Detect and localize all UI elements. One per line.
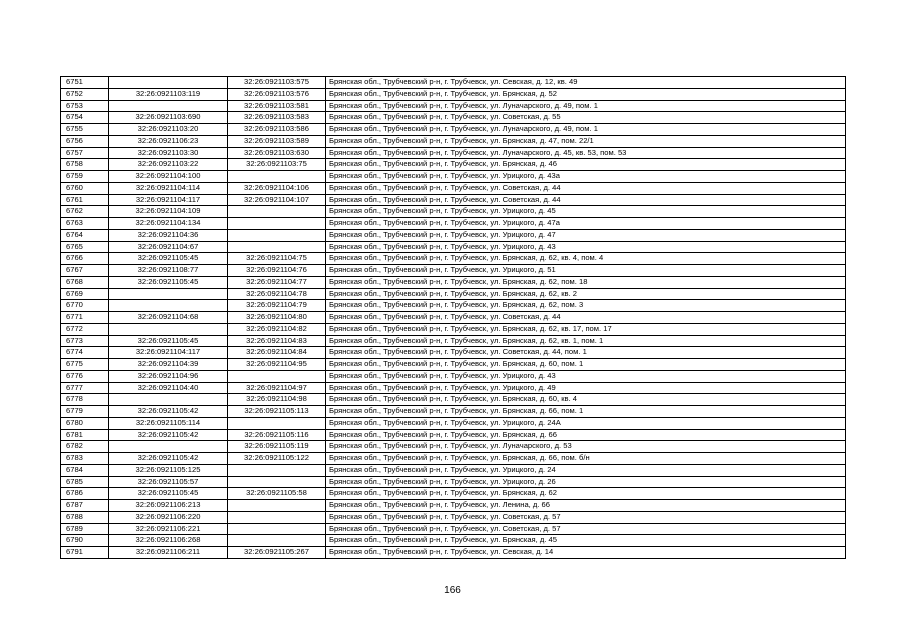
table-row — [61, 300, 846, 312]
table-row — [61, 394, 846, 406]
address-cell: Брянская обл., Трубчевский р-н, г. Трубчевск, ул. Урицкого, д. 43 — [326, 370, 846, 382]
address-cell: Брянская обл., Трубчевский р-н, г. Трубчевск, ул. Луначарского, д. 53 — [326, 441, 846, 453]
row-number-cell: 6788 — [61, 511, 109, 523]
table-row — [61, 323, 846, 335]
building-cadastral-cell: 32:26:0921104:82 — [228, 323, 326, 335]
building-cadastral-cell — [228, 241, 326, 253]
address-cell: Брянская обл., Трубчевский р-н, г. Трубчевск, ул. Брянская, д. 52 — [326, 88, 846, 100]
table-row — [61, 265, 846, 277]
table-row — [61, 124, 846, 136]
row-number-cell: 6765 — [61, 241, 109, 253]
row-number-cell: 6770 — [61, 300, 109, 312]
building-cadastral-cell — [228, 417, 326, 429]
row-number-cell: 6762 — [61, 206, 109, 218]
row-number-cell: 6763 — [61, 218, 109, 230]
table-row — [61, 229, 846, 241]
registry-table-body — [61, 77, 846, 559]
land-plot-cadastral-cell — [109, 323, 228, 335]
table-row — [61, 147, 846, 159]
table-row — [61, 523, 846, 535]
building-cadastral-cell: 32:26:0921104:107 — [228, 194, 326, 206]
building-cadastral-cell: 32:26:0921104:83 — [228, 335, 326, 347]
building-cadastral-cell: 32:26:0921104:84 — [228, 347, 326, 359]
land-plot-cadastral-cell: 32:26:0921104:117 — [109, 194, 228, 206]
land-plot-cadastral-cell: 32:26:0921104:96 — [109, 370, 228, 382]
row-number-cell: 6758 — [61, 159, 109, 171]
building-cadastral-cell — [228, 511, 326, 523]
land-plot-cadastral-cell: 32:26:0921104:109 — [109, 206, 228, 218]
building-cadastral-cell: 32:26:0921104:75 — [228, 253, 326, 265]
land-plot-cadastral-cell: 32:26:0921104:100 — [109, 171, 228, 183]
building-cadastral-cell: 32:26:0921104:98 — [228, 394, 326, 406]
building-cadastral-cell — [228, 500, 326, 512]
address-cell: Брянская обл., Трубчевский р-н, г. Трубчевск, ул. Урицкого, д. 45 — [326, 206, 846, 218]
address-cell: Брянская обл., Трубчевский р-н, г. Трубчевск, ул. Урицкого, д. 43 — [326, 241, 846, 253]
table-row — [61, 253, 846, 265]
row-number-cell: 6778 — [61, 394, 109, 406]
land-plot-cadastral-cell — [109, 441, 228, 453]
land-plot-cadastral-cell: 32:26:0921104:114 — [109, 182, 228, 194]
address-cell: Брянская обл., Трубчевский р-н, г. Трубчевск, ул. Брянская, д. 66, пом. 1 — [326, 406, 846, 418]
land-plot-cadastral-cell: 32:26:0921105:125 — [109, 464, 228, 476]
table-row — [61, 135, 846, 147]
row-number-cell: 6751 — [61, 77, 109, 89]
table-row — [61, 206, 846, 218]
table-row — [61, 312, 846, 324]
building-cadastral-cell: 32:26:0921105:267 — [228, 547, 326, 559]
building-cadastral-cell: 32:26:0921105:119 — [228, 441, 326, 453]
land-plot-cadastral-cell: 32:26:0921105:45 — [109, 276, 228, 288]
land-plot-cadastral-cell: 32:26:0921103:20 — [109, 124, 228, 136]
row-number-cell: 6755 — [61, 124, 109, 136]
building-cadastral-cell: 32:26:0921103:581 — [228, 100, 326, 112]
table-row — [61, 359, 846, 371]
address-cell: Брянская обл., Трубчевский р-н, г. Трубчевск, ул. Брянская, д. 62, кв. 4, пом. 4 — [326, 253, 846, 265]
address-cell: Брянская обл., Трубчевский р-н, г. Трубчевск, ул. Советская, д. 44, пом. 1 — [326, 347, 846, 359]
land-plot-cadastral-cell: 32:26:0921106:268 — [109, 535, 228, 547]
table-row — [61, 171, 846, 183]
address-cell: Брянская обл., Трубчевский р-н, г. Трубчевск, ул. Ленина, д. 66 — [326, 500, 846, 512]
building-cadastral-cell: 32:26:0921103:589 — [228, 135, 326, 147]
row-number-cell: 6760 — [61, 182, 109, 194]
row-number-cell: 6769 — [61, 288, 109, 300]
table-row — [61, 429, 846, 441]
row-number-cell: 6766 — [61, 253, 109, 265]
row-number-cell: 6785 — [61, 476, 109, 488]
land-plot-cadastral-cell: 32:26:0921105:42 — [109, 406, 228, 418]
row-number-cell: 6786 — [61, 488, 109, 500]
table-row — [61, 276, 846, 288]
property-registry-table — [60, 76, 846, 559]
land-plot-cadastral-cell — [109, 100, 228, 112]
building-cadastral-cell — [228, 206, 326, 218]
land-plot-cadastral-cell: 32:26:0921104:40 — [109, 382, 228, 394]
land-plot-cadastral-cell: 32:26:0921105:42 — [109, 429, 228, 441]
address-cell: Брянская обл., Трубчевский р-н, г. Трубчевск, ул. Луначарского, д. 49, пом. 1 — [326, 124, 846, 136]
table-row — [61, 464, 846, 476]
row-number-cell: 6787 — [61, 500, 109, 512]
land-plot-cadastral-cell: 32:26:0921103:30 — [109, 147, 228, 159]
address-cell: Брянская обл., Трубчевский р-н, г. Трубчевск, ул. Урицкого, д. 47а — [326, 218, 846, 230]
land-plot-cadastral-cell: 32:26:0921105:45 — [109, 488, 228, 500]
land-plot-cadastral-cell: 32:26:0921104:117 — [109, 347, 228, 359]
address-cell: Брянская обл., Трубчевский р-н, г. Трубчевск, ул. Севская, д. 14 — [326, 547, 846, 559]
land-plot-cadastral-cell: 32:26:0921103:690 — [109, 112, 228, 124]
address-cell: Брянская обл., Трубчевский р-н, г. Трубчевск, ул. Советская, д. 55 — [326, 112, 846, 124]
row-number-cell: 6768 — [61, 276, 109, 288]
building-cadastral-cell: 32:26:0921103:586 — [228, 124, 326, 136]
address-cell: Брянская обл., Трубчевский р-н, г. Трубчевск, ул. Советская, д. 44 — [326, 312, 846, 324]
address-cell: Брянская обл., Трубчевский р-н, г. Трубчевск, ул. Брянская, д. 66 — [326, 429, 846, 441]
building-cadastral-cell: 32:26:0921105:122 — [228, 453, 326, 465]
row-number-cell: 6764 — [61, 229, 109, 241]
row-number-cell: 6776 — [61, 370, 109, 382]
row-number-cell: 6767 — [61, 265, 109, 277]
building-cadastral-cell — [228, 370, 326, 382]
address-cell: Брянская обл., Трубчевский р-н, г. Трубчевск, ул. Советская, д. 57 — [326, 523, 846, 535]
row-number-cell: 6771 — [61, 312, 109, 324]
address-cell: Брянская обл., Трубчевский р-н, г. Трубчевск, ул. Луначарского, д. 45, кв. 53, пом. 53 — [326, 147, 846, 159]
address-cell: Брянская обл., Трубчевский р-н, г. Трубчевск, ул. Брянская, д. 62, кв. 17, пом. 17 — [326, 323, 846, 335]
address-cell: Брянская обл., Трубчевский р-н, г. Трубчевск, ул. Урицкого, д. 51 — [326, 265, 846, 277]
page-number: 166 — [444, 585, 461, 596]
row-number-cell: 6753 — [61, 100, 109, 112]
table-row — [61, 182, 846, 194]
building-cadastral-cell: 32:26:0921104:76 — [228, 265, 326, 277]
building-cadastral-cell — [228, 218, 326, 230]
address-cell: Брянская обл., Трубчевский р-н, г. Трубчевск, ул. Брянская, д. 66, пом. б/н — [326, 453, 846, 465]
row-number-cell: 6773 — [61, 335, 109, 347]
table-row — [61, 417, 846, 429]
row-number-cell: 6783 — [61, 453, 109, 465]
table-row — [61, 382, 846, 394]
table-row — [61, 370, 846, 382]
table-row — [61, 488, 846, 500]
land-plot-cadastral-cell: 32:26:0921105:57 — [109, 476, 228, 488]
building-cadastral-cell: 32:26:0921104:97 — [228, 382, 326, 394]
building-cadastral-cell: 32:26:0921104:77 — [228, 276, 326, 288]
land-plot-cadastral-cell: 32:26:0921105:45 — [109, 335, 228, 347]
building-cadastral-cell: 32:26:0921104:106 — [228, 182, 326, 194]
table-row — [61, 112, 846, 124]
land-plot-cadastral-cell: 32:26:0921103:119 — [109, 88, 228, 100]
row-number-cell: 6791 — [61, 547, 109, 559]
table-row — [61, 347, 846, 359]
building-cadastral-cell: 32:26:0921103:630 — [228, 147, 326, 159]
row-number-cell: 6789 — [61, 523, 109, 535]
address-cell: Брянская обл., Трубчевский р-н, г. Трубчевск, ул. Урицкого, д. 24А — [326, 417, 846, 429]
address-cell: Брянская обл., Трубчевский р-н, г. Трубчевск, ул. Урицкого, д. 24 — [326, 464, 846, 476]
row-number-cell: 6761 — [61, 194, 109, 206]
table-row — [61, 159, 846, 171]
row-number-cell: 6775 — [61, 359, 109, 371]
table-row — [61, 218, 846, 230]
building-cadastral-cell: 32:26:0921105:113 — [228, 406, 326, 418]
land-plot-cadastral-cell: 32:26:0921105:114 — [109, 417, 228, 429]
building-cadastral-cell: 32:26:0921103:576 — [228, 88, 326, 100]
row-number-cell: 6772 — [61, 323, 109, 335]
table-row — [61, 335, 846, 347]
building-cadastral-cell: 32:26:0921105:116 — [228, 429, 326, 441]
address-cell: Брянская обл., Трубчевский р-н, г. Трубчевск, ул. Брянская, д. 62, кв. 1, пом. 1 — [326, 335, 846, 347]
table-row — [61, 535, 846, 547]
land-plot-cadastral-cell: 32:26:0921106:211 — [109, 547, 228, 559]
table-row — [61, 476, 846, 488]
land-plot-cadastral-cell: 32:26:0921106:213 — [109, 500, 228, 512]
row-number-cell: 6754 — [61, 112, 109, 124]
row-number-cell: 6790 — [61, 535, 109, 547]
land-plot-cadastral-cell: 32:26:0921106:220 — [109, 511, 228, 523]
row-number-cell: 6759 — [61, 171, 109, 183]
land-plot-cadastral-cell — [109, 300, 228, 312]
table-row — [61, 88, 846, 100]
address-cell: Брянская обл., Трубчевский р-н, г. Трубчевск, ул. Урицкого, д. 26 — [326, 476, 846, 488]
address-cell: Брянская обл., Трубчевский р-н, г. Трубчевск, ул. Урицкого, д. 49 — [326, 382, 846, 394]
row-number-cell: 6777 — [61, 382, 109, 394]
land-plot-cadastral-cell: 32:26:0921104:134 — [109, 218, 228, 230]
building-cadastral-cell: 32:26:0921104:80 — [228, 312, 326, 324]
table-row — [61, 441, 846, 453]
table-row — [61, 100, 846, 112]
building-cadastral-cell — [228, 171, 326, 183]
row-number-cell: 6756 — [61, 135, 109, 147]
address-cell: Брянская обл., Трубчевский р-н, г. Трубчевск, ул. Луначарского, д. 49, пом. 1 — [326, 100, 846, 112]
land-plot-cadastral-cell: 32:26:0921105:42 — [109, 453, 228, 465]
land-plot-cadastral-cell: 32:26:0921103:22 — [109, 159, 228, 171]
address-cell: Брянская обл., Трубчевский р-н, г. Трубчевск, ул. Брянская, д. 47, пом. 22/1 — [326, 135, 846, 147]
address-cell: Брянская обл., Трубчевский р-н, г. Трубчевск, ул. Севская, д. 12, кв. 49 — [326, 77, 846, 89]
land-plot-cadastral-cell: 32:26:0921104:67 — [109, 241, 228, 253]
land-plot-cadastral-cell — [109, 288, 228, 300]
row-number-cell: 6774 — [61, 347, 109, 359]
address-cell: Брянская обл., Трубчевский р-н, г. Трубчевск, ул. Урицкого, д. 43а — [326, 171, 846, 183]
address-cell: Брянская обл., Трубчевский р-н, г. Трубчевск, ул. Брянская, д. 60, пом. 1 — [326, 359, 846, 371]
row-number-cell: 6780 — [61, 417, 109, 429]
building-cadastral-cell — [228, 464, 326, 476]
land-plot-cadastral-cell — [109, 77, 228, 89]
address-cell: Брянская обл., Трубчевский р-н, г. Трубчевск, ул. Брянская, д. 60, кв. 4 — [326, 394, 846, 406]
row-number-cell: 6782 — [61, 441, 109, 453]
land-plot-cadastral-cell: 32:26:0921106:221 — [109, 523, 228, 535]
address-cell: Брянская обл., Трубчевский р-н, г. Трубчевск, ул. Брянская, д. 46 — [326, 159, 846, 171]
land-plot-cadastral-cell: 32:26:0921104:36 — [109, 229, 228, 241]
land-plot-cadastral-cell — [109, 394, 228, 406]
table-row — [61, 547, 846, 559]
table-row — [61, 500, 846, 512]
building-cadastral-cell: 32:26:0921105:58 — [228, 488, 326, 500]
address-cell: Брянская обл., Трубчевский р-н, г. Трубчевск, ул. Брянская, д. 62, пом. 3 — [326, 300, 846, 312]
building-cadastral-cell: 32:26:0921104:78 — [228, 288, 326, 300]
table-row — [61, 511, 846, 523]
building-cadastral-cell: 32:26:0921104:95 — [228, 359, 326, 371]
building-cadastral-cell — [228, 476, 326, 488]
row-number-cell: 6779 — [61, 406, 109, 418]
table-row — [61, 406, 846, 418]
row-number-cell: 6752 — [61, 88, 109, 100]
table-row — [61, 77, 846, 89]
building-cadastral-cell — [228, 229, 326, 241]
table-row — [61, 241, 846, 253]
building-cadastral-cell: 32:26:0921103:583 — [228, 112, 326, 124]
table-row — [61, 453, 846, 465]
table-row — [61, 194, 846, 206]
address-cell: Брянская обл., Трубчевский р-н, г. Трубчевск, ул. Брянская, д. 62, кв. 2 — [326, 288, 846, 300]
land-plot-cadastral-cell: 32:26:0921104:39 — [109, 359, 228, 371]
address-cell: Брянская обл., Трубчевский р-н, г. Трубчевск, ул. Советская, д. 44 — [326, 194, 846, 206]
building-cadastral-cell — [228, 523, 326, 535]
row-number-cell: 6784 — [61, 464, 109, 476]
row-number-cell: 6757 — [61, 147, 109, 159]
address-cell: Брянская обл., Трубчевский р-н, г. Трубчевск, ул. Советская, д. 57 — [326, 511, 846, 523]
row-number-cell: 6781 — [61, 429, 109, 441]
land-plot-cadastral-cell: 32:26:0921108:77 — [109, 265, 228, 277]
table-row — [61, 288, 846, 300]
address-cell: Брянская обл., Трубчевский р-н, г. Трубчевск, ул. Брянская, д. 62, пом. 18 — [326, 276, 846, 288]
address-cell: Брянская обл., Трубчевский р-н, г. Трубчевск, ул. Брянская, д. 62 — [326, 488, 846, 500]
land-plot-cadastral-cell: 32:26:0921105:45 — [109, 253, 228, 265]
address-cell: Брянская обл., Трубчевский р-н, г. Трубчевск, ул. Брянская, д. 45 — [326, 535, 846, 547]
address-cell: Брянская обл., Трубчевский р-н, г. Трубчевск, ул. Советская, д. 44 — [326, 182, 846, 194]
building-cadastral-cell: 32:26:0921103:575 — [228, 77, 326, 89]
building-cadastral-cell: 32:26:0921104:79 — [228, 300, 326, 312]
land-plot-cadastral-cell: 32:26:0921104:68 — [109, 312, 228, 324]
address-cell: Брянская обл., Трубчевский р-н, г. Трубчевск, ул. Урицкого, д. 47 — [326, 229, 846, 241]
building-cadastral-cell — [228, 535, 326, 547]
land-plot-cadastral-cell: 32:26:0921106:23 — [109, 135, 228, 147]
building-cadastral-cell: 32:26:0921103:75 — [228, 159, 326, 171]
